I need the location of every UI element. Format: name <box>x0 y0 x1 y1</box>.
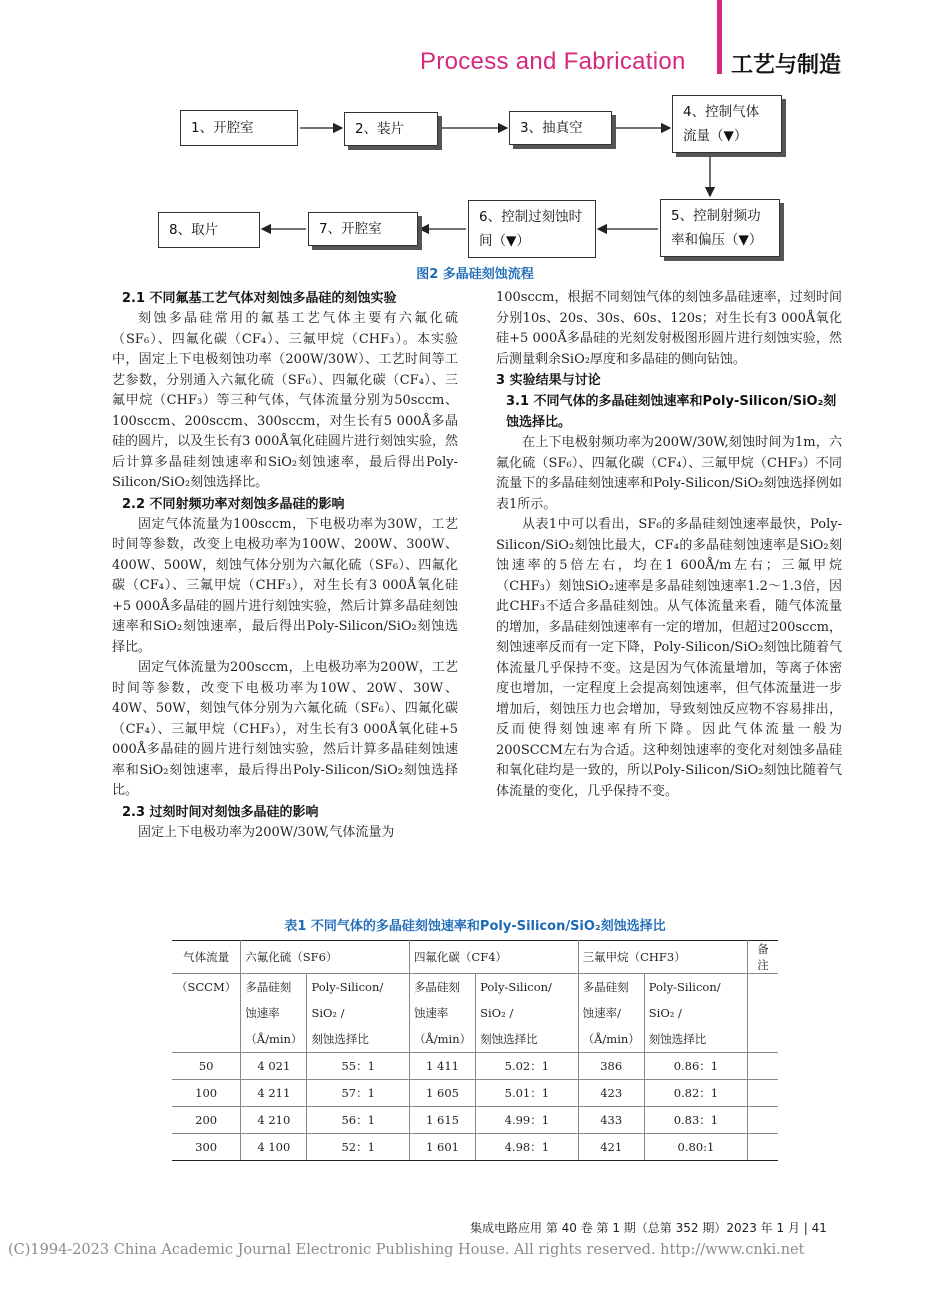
figure-caption: 图2 多晶硅刻蚀流程 <box>416 267 534 282</box>
th-cf4-sel-3: 刻蚀选择比 <box>476 1026 579 1053</box>
cell-sf6-rate: 4 100 <box>241 1134 307 1161</box>
cell-flow: 200 <box>172 1107 241 1134</box>
cell-sf6-sel: 55：1 <box>307 1053 410 1080</box>
cell-flow: 50 <box>172 1053 241 1080</box>
flow-step-8: 8、取片 <box>158 212 260 248</box>
th-flow-unit: （SCCM） <box>172 974 241 1001</box>
cell-chf3-rate: 423 <box>578 1080 644 1107</box>
th-sf6-rate-2: 蚀速率 <box>241 1000 307 1026</box>
section-3-1-title: 3.1 不同气体的多晶硅刻蚀速率和Poly-Silicon/SiO₂刻蚀选择比。 <box>506 394 837 430</box>
section-2-3-title: 2.3 过刻时间对刻蚀多晶硅的影响 <box>122 804 319 820</box>
th-sf6-sel-1: Poly-Silicon/ <box>307 974 410 1001</box>
th-sf6-rate-3: （Å/min） <box>241 1026 307 1053</box>
th-sf6-rate-1: 多晶硅刻 <box>241 974 307 1001</box>
section-2-2-title: 2.2 不同射频功率对刻蚀多晶硅的影响 <box>122 496 345 512</box>
th-chf3-rate-1: 多晶硅刻 <box>578 974 644 1001</box>
cell-sf6-sel: 57：1 <box>307 1080 410 1107</box>
th-flow: 气体流量 <box>172 941 241 974</box>
th-chf3: 三氟甲烷（CHF3） <box>578 941 747 974</box>
flow-step-1: 1、开腔室 <box>180 110 298 146</box>
cell-chf3-rate: 386 <box>578 1053 644 1080</box>
cell-chf3-sel: 0.83：1 <box>644 1107 747 1134</box>
section-2-1-paragraph: 刻蚀多晶硅常用的氟基工艺气体主要有六氟化硫（SF₆）、四氟化碳（CF₄）、三氟甲烷（CHF₃）。本实验中，固定上下电极刻蚀功率（200W/30W）、工艺时间等工艺参数，分别通入六氟化硫（SF₆）、四氟化碳（CF₄）、三氟甲烷（CHF₃）等三种气体，气体流量分别为50sccm、100sccm、200sccm、300sccm，对生长有5 000Å多晶硅的圆片，以及生长有3 000Å氧化硅圆片进行刻蚀实验，然后计算多晶硅刻蚀速率和SiO₂刻蚀速率，最后得出Poly-Silicon/SiO₂刻蚀选择比。 <box>112 311 458 490</box>
section-2-3-paragraph: 固定上下电极功率为200W/30W,气体流量为 <box>138 824 395 840</box>
flow-step-4: 4、控制气体流量（▼） <box>672 95 782 153</box>
th-cf4-rate-1: 多晶硅刻 <box>409 974 475 1001</box>
th-sf6: 六氟化硫（SF6） <box>241 941 410 974</box>
cell-flow: 100 <box>172 1080 241 1107</box>
section-2-3-continuation: 100sccm，根据不同刻蚀气体的刻蚀多晶硅速率，过刻时间分别10s、20s、30s、60s、120s；对生长有3 000Å氧化硅+5 000Å多晶硅的光刻发射极图形圆片进行刻蚀实验，然后测量剩余SiO₂厚度和多晶硅的侧向钻蚀。 <box>496 290 842 367</box>
cell-sf6-sel: 52：1 <box>307 1134 410 1161</box>
cell-sf6-rate: 4 210 <box>241 1107 307 1134</box>
th-chf3-rate-2: 蚀速率/ <box>578 1000 644 1026</box>
header-title-en: Process and Fabrication <box>420 48 686 75</box>
cell-chf3-rate: 421 <box>578 1134 644 1161</box>
table-caption: 表1 不同气体的多晶硅刻蚀速率和Poly-Silicon/SiO₂刻蚀选择比 <box>284 919 666 934</box>
cell-chf3-sel: 0.80:1 <box>644 1134 747 1161</box>
cell-cf4-rate: 1 411 <box>409 1053 475 1080</box>
th-cf4-rate-2: 蚀速率 <box>409 1000 475 1026</box>
cell-cf4-rate: 1 615 <box>409 1107 475 1134</box>
cell-sf6-rate: 4 211 <box>241 1080 307 1107</box>
section-3-title: 3 实验结果与讨论 <box>496 373 601 388</box>
cell-cf4-sel: 4.99：1 <box>476 1107 579 1134</box>
cell-flow: 300 <box>172 1134 241 1161</box>
cell-cf4-sel: 5.02：1 <box>476 1053 579 1080</box>
right-column <box>496 288 842 802</box>
header-title-cn: 工艺与制造 <box>731 53 842 78</box>
cell-chf3-sel: 0.86：1 <box>644 1053 747 1080</box>
flow-step-5: 5、控制射频功率和偏压（▼） <box>660 199 780 257</box>
cell-chf3-rate: 433 <box>578 1107 644 1134</box>
th-cf4: 四氟化碳（CF4） <box>409 941 578 974</box>
table-row <box>172 1134 778 1161</box>
section-2-2-paragraph-1: 固定气体流量为100sccm，下电极功率为30W，工艺时间等参数，改变上电极功率为100W、200W、300W、400W、500W，刻蚀气体分别为六氟化硫（SF₆）、四氟化碳（CF₄）、三氟甲烷（CHF₃），对生长有3 000Å氧化硅+5 000Å多晶硅的圆片进行刻蚀实验，然后计算多晶硅刻蚀速率和SiO₂刻蚀速率，最后得出Poly-Silicon/SiO₂刻蚀选择比。 <box>112 516 458 655</box>
section-3-1-paragraph-1: 在上下电极射频功率为200W/30W,刻蚀时间为1m，六氟化硫（SF₆）、四氟化碳（CF₄）、三氟甲烷（CHF₃）不同流量下的多晶硅刻蚀速率和Poly-Silicon/SiO₂刻蚀选择例如表1所示。 <box>496 435 842 512</box>
left-column <box>112 288 458 843</box>
section-3-1-paragraph-2: 从表1中可以看出，SF₆的多晶硅刻蚀速率最快，Poly-Silicon/SiO₂刻蚀比最大，CF₄的多晶硅刻蚀速率是SiO₂刻蚀速率的5倍左右，均在1 600Å/m左右；三氟甲烷（CHF₃）刻蚀SiO₂速率是多晶硅刻蚀速率1.2～1.3倍，因此CHF₃不适合多晶硅刻蚀。从气体流量来看，随气体流量的增加，多晶硅刻蚀速率有一定的增加，但超过200sccm，刻蚀速率反而有一定下降，Poly-Silicon/SiO₂刻蚀比随着气体流量几乎保持不变。这是因为气体流量增加，等离子体密度也增加，一定程度上会提高刻蚀速率，但气体流量进一步增加后，刻蚀压力也会增加，导致刻蚀反应物不容易排出，反而使得刻蚀速率有所下降。因此气体流量一般为200SCCM左右为合适。这种刻蚀速率的变化对刻蚀多晶硅和氧化硅均是一致的，所以Poly-Silicon/SiO₂刻蚀比随着气体流量的变化，几乎保持不变。 <box>496 517 842 799</box>
cell-chf3-sel: 0.82：1 <box>644 1080 747 1107</box>
th-chf3-sel-2: SiO₂ / <box>644 1000 747 1026</box>
cell-sf6-sel: 56：1 <box>307 1107 410 1134</box>
flow-step-7: 7、开腔室 <box>308 212 418 246</box>
etch-rate-table <box>172 940 778 1161</box>
cell-cf4-rate: 1 605 <box>409 1080 475 1107</box>
copyright-notice: (C)1994-2023 China Academic Journal Electronic Publishing House. All rights reserved. http://www.cnki.net <box>8 1242 805 1258</box>
table-row <box>172 1107 778 1134</box>
table-row <box>172 1080 778 1107</box>
section-2-2-paragraph-2: 固定气体流量为200sccm，上电极功率为200W，工艺时间等参数，改变下电极功率为10W、20W、30W、40W、50W，刻蚀气体分别为六氟化硫（SF₆）、四氟化碳（CF₄）、三氟甲烷（CHF₃），对生长有3 000Å氧化硅+5 000Å多晶硅的圆片进行刻蚀实验，然后计算多晶硅刻蚀速率和SiO₂刻蚀速率，最后得出Poly-Silicon/SiO₂刻蚀选择比。 <box>112 660 458 798</box>
th-chf3-sel-3: 刻蚀选择比 <box>644 1026 747 1053</box>
flow-step-6: 6、控制过刻蚀时间（▼） <box>468 200 596 258</box>
th-chf3-rate-3: （Å/min） <box>578 1026 644 1053</box>
table-row <box>172 1053 778 1080</box>
flow-step-3: 3、抽真空 <box>509 111 612 145</box>
th-note: 备注 <box>748 941 778 974</box>
cell-cf4-sel: 5.01：1 <box>476 1080 579 1107</box>
flow-step-2: 2、装片 <box>344 112 438 146</box>
th-sf6-sel-2: SiO₂ / <box>307 1000 410 1026</box>
cell-cf4-rate: 1 601 <box>409 1134 475 1161</box>
journal-footer: 集成电路应用 第 40 卷 第 1 期（总第 352 期）2023 年 1 月 | 41 <box>470 1221 827 1235</box>
th-sf6-sel-3: 刻蚀选择比 <box>307 1026 410 1053</box>
cell-sf6-rate: 4 021 <box>241 1053 307 1080</box>
th-cf4-sel-2: SiO₂ / <box>476 1000 579 1026</box>
th-chf3-sel-1: Poly-Silicon/ <box>644 974 747 1001</box>
cell-cf4-sel: 4.98：1 <box>476 1134 579 1161</box>
th-cf4-rate-3: （Å/min） <box>409 1026 475 1053</box>
th-cf4-sel-1: Poly-Silicon/ <box>476 974 579 1001</box>
section-2-1-title: 2.1 不同氟基工艺气体对刻蚀多晶硅的刻蚀实验 <box>122 291 397 306</box>
